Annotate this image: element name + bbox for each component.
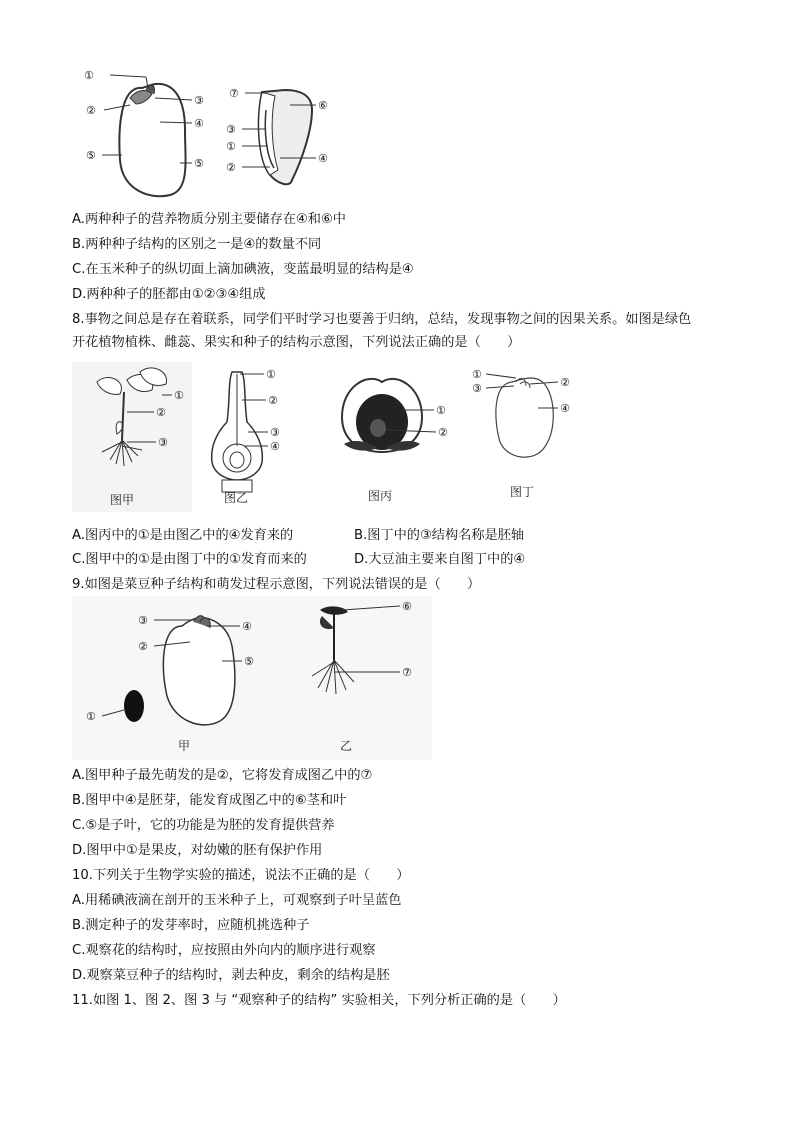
q7-bean-label-5-left: ⑤ [86, 149, 96, 162]
q8-stem-line2: 开花植物植株、雌蕊、果实和种子的结构示意图，下列说法正确的是（ ） [72, 335, 521, 350]
q9-jia-label-4: ④ [242, 620, 252, 633]
q8-option-d: D.大豆油主要来自图丁中的④ [354, 552, 526, 567]
q10-option-d: D.观察菜豆种子的结构时，剥去种皮，剩余的结构是胚 [72, 968, 390, 983]
q7-corn-label-7: ⑦ [229, 87, 239, 100]
q8-ding-label-4: ④ [560, 402, 570, 415]
q8-bing-label-1: ① [436, 404, 446, 417]
q8-plant-diagram [72, 362, 592, 512]
q8-ding-label-3: ③ [472, 382, 482, 395]
q9-jia-label-2: ② [138, 640, 148, 653]
q8-yi-caption: 图乙 [224, 491, 249, 505]
q7-corn-label-3: ③ [226, 123, 236, 136]
q8-jia-label-2: ② [156, 406, 166, 419]
q8-bing-label-2: ② [438, 426, 448, 439]
q9-jia-label-1: ① [86, 710, 96, 723]
q9-jia-label-3: ③ [138, 614, 148, 627]
q7-corn-label-1: ① [226, 140, 236, 153]
q9-seed-diagram [72, 596, 432, 760]
q8-yi-label-3: ③ [270, 426, 280, 439]
q7-bean-label-4: ④ [194, 117, 204, 130]
q9-yi-caption: 乙 [340, 739, 353, 753]
q9-option-c: C.⑤是子叶，它的功能是为胚的发育提供营养 [72, 818, 335, 833]
q7-bean-label-5-right: ⑤ [194, 157, 204, 170]
q8-ding-label-2: ② [560, 376, 570, 389]
q8-options-row1 [72, 527, 524, 545]
q10-stem: 10.下列关于生物学实验的描述，说法不正确的是（ ） [72, 868, 410, 883]
q7-bean-label-1: ① [84, 69, 94, 82]
q8-yi-label-4: ④ [270, 440, 280, 453]
q8-ding-label-1: ① [472, 368, 482, 381]
q7-corn-label-4: ④ [318, 152, 328, 165]
q8-ding-caption: 图丁 [510, 485, 535, 499]
q8-bing-caption: 图丙 [368, 489, 393, 503]
q9-jia-label-5: ⑤ [244, 655, 254, 668]
q11-stem: 11.如图 1、图 2、图 3 与 “观察种子的结构” 实验相关，下列分析正确的是（ ） [72, 993, 566, 1008]
q8-yi-label-2: ② [268, 394, 278, 407]
q7-option-d: D.两种种子的胚都由①②③④组成 [72, 287, 266, 302]
q8-plant-figure [72, 362, 592, 512]
q8-option-c: C.图甲中的①是由图丁中的①发育而来的 [72, 552, 307, 567]
q8-fig-ding [472, 368, 570, 499]
q8-stem-line1: 8.事物之间总是存在着联系，同学们平时学习也要善于归纳，总结，发现事物之间的因果关系。如图是绿色 [72, 312, 692, 327]
q9-jia-caption: 甲 [178, 739, 191, 753]
q8-fig-yi [212, 368, 280, 505]
q7-bean-label-3: ③ [194, 94, 204, 107]
q8-fig-bing [342, 379, 448, 503]
q7-seed-figure [80, 60, 350, 205]
q10-option-c: C.观察花的结构时，应按照由外向内的顺序进行观察 [72, 943, 376, 958]
q9-option-b: B.图甲中④是胚芽，能发育成图乙中的⑥茎和叶 [72, 793, 347, 808]
q8-option-b: B.图丁中的③结构名称是胚轴 [354, 528, 525, 543]
q9-stem: 9.如图是菜豆种子结构和萌发过程示意图，下列说法错误的是（ ） [72, 577, 481, 592]
q7-bean-label-2: ② [86, 104, 96, 117]
q9-yi-label-7: ⑦ [402, 666, 412, 679]
q7-option-a: A.两种种子的营养物质分别主要储存在④和⑥中 [72, 212, 346, 227]
q9-option-d: D.图甲中①是果皮，对幼嫩的胚有保护作用 [72, 843, 323, 858]
q8-options-row2 [72, 551, 525, 569]
q8-option-a: A.图丙中的①是由图乙中的④发育来的 [72, 528, 294, 543]
q7-option-c: C.在玉米种子的纵切面上滴加碘液，变蓝最明显的结构是④ [72, 262, 414, 277]
q7-corn-label-2: ② [226, 161, 236, 174]
q9-seed-figure [72, 596, 432, 760]
q7-seed-diagram [80, 60, 350, 205]
q8-fig-jia [72, 362, 192, 512]
q9-yi-label-6: ⑥ [402, 600, 412, 613]
q10-option-b: B.测定种子的发芽率时，应随机挑选种子 [72, 918, 310, 933]
q8-yi-label-1: ① [266, 368, 276, 381]
q8-jia-label-1: ① [174, 389, 184, 402]
q9-option-a: A.图甲种子最先萌发的是②，它将发育成图乙中的⑦ [72, 768, 373, 783]
q7-option-b: B.两种种子结构的区别之一是④的数量不同 [72, 237, 322, 252]
q8-jia-label-3: ③ [158, 436, 168, 449]
q8-jia-caption: 图甲 [110, 493, 135, 507]
q7-corn-label-6: ⑥ [318, 99, 328, 112]
q10-option-a: A.用稀碘液滴在剖开的玉米种子上，可观察到子叶呈蓝色 [72, 893, 402, 908]
